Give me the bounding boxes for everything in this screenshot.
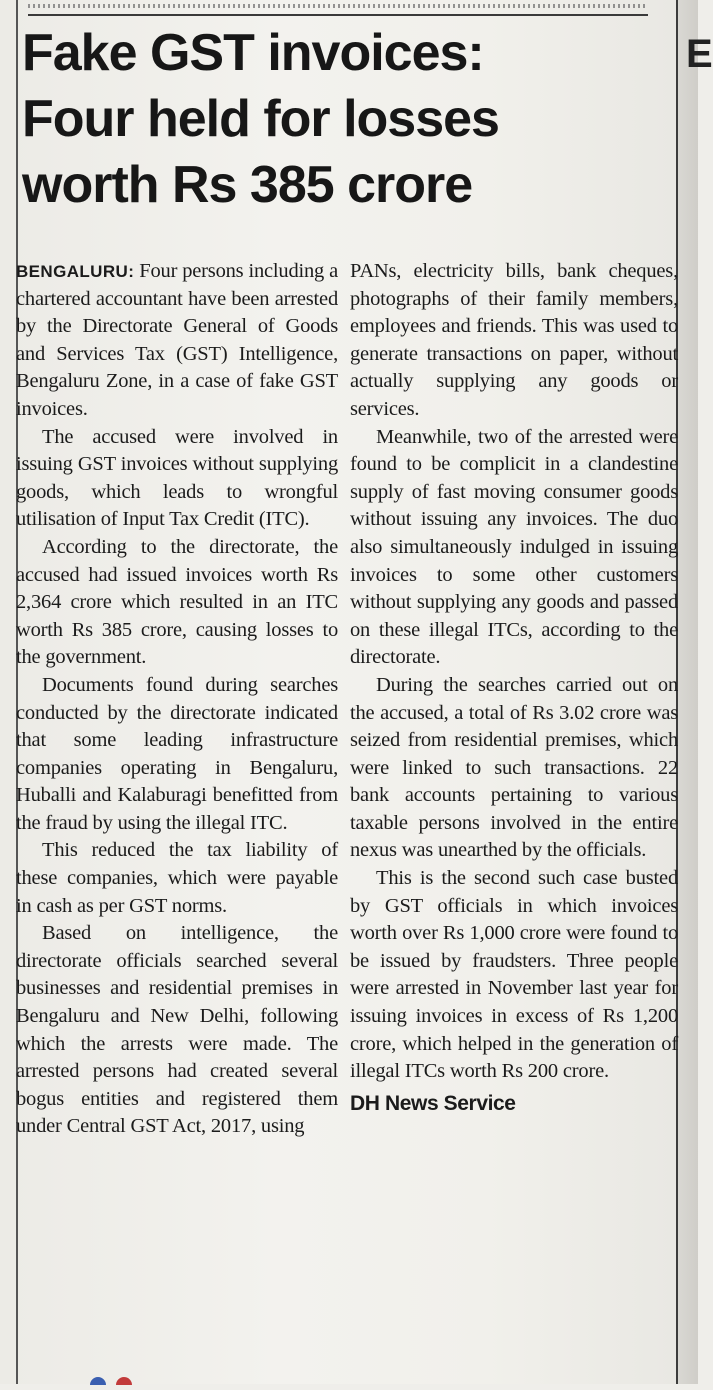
article-column-left xyxy=(16,258,338,1141)
dateline: BENGALURU: xyxy=(16,262,135,281)
article-paragraph: Based on intelligence, the directorate officials searched several businesses and residential premises in Bengaluru and New Delhi, following which the arrests were made. The arrested persons had created several bogus entities and registered them under Central GST Act, 2017, using xyxy=(16,922,338,1138)
bottom-edge-marks xyxy=(90,1372,170,1384)
paragraph-text: Four persons including a chartered accountant have been arrested by the Directorate General of Goods and Services Tax (GST) Intelligence, Bengaluru Zone, in a case of fake GST invoices. xyxy=(16,260,338,420)
adjacent-headline-fragment: E xyxy=(686,32,713,76)
article-paragraph: This reduced the tax liability of these companies, which were payable in cash as per GST norms. xyxy=(16,839,338,917)
headline-line: worth Rs 385 crore xyxy=(22,156,473,214)
headline-line: Fake GST invoices: xyxy=(22,24,484,82)
article-paragraph: During the searches carried out on the accused, a total of Rs 3.02 crore was seized from residential premises, which were linked to such transactions. 22 bank accounts pertaining to various taxable persons involved in the entire nexus was unearthed by the officials. xyxy=(350,673,678,862)
headline-line: Four held for losses xyxy=(22,90,499,148)
article-paragraph: This is the second such case busted by GST officials in which invoices worth over Rs 1,000 crore were found to be issued by fraudsters. Three people were arrested in November last year for issuing invoices in excess of Rs 1,200 crore, which helped in the generation of illegal ITCs worth Rs 200 crore. xyxy=(350,867,678,1083)
top-rule xyxy=(28,0,648,16)
article-paragraph: The accused were involved in issuing GST invoices without supplying goods, which leads to wrongful utilisation of Input Tax Credit (ITC). xyxy=(16,425,338,531)
article-paragraph: PANs, electricity bills, bank cheques, photographs of their family members, employees and friends. This was used to generate transactions on paper, without actually supplying any goods or services. xyxy=(350,260,678,420)
article-paragraph: Documents found during searches conducted by the directorate indicated that some leading infrastructure companies operating in Bengaluru, Huballi and Kalaburagi benefitted from the fraud by using the illegal ITC. xyxy=(16,673,338,834)
article-paragraph xyxy=(16,258,338,424)
article-paragraph: Meanwhile, two of the arrested were found to be complicit in a clandestine supply of fast moving consumer goods without issuing any invoices. The duo also simultaneously indulged in issuing invoices to some other customers without supplying any goods and passed on these illegal ITCs, according to the directorate. xyxy=(350,425,678,669)
byline: DH News Service xyxy=(350,1091,516,1115)
article-column-right xyxy=(350,258,678,1118)
adjacent-article-edge xyxy=(676,0,713,1384)
article-headline xyxy=(22,20,662,218)
article-paragraph: According to the directorate, the accused had issued invoices worth Rs 2,364 crore which resulted in an ITC worth Rs 385 crore, causing losses to the government. xyxy=(16,535,338,669)
